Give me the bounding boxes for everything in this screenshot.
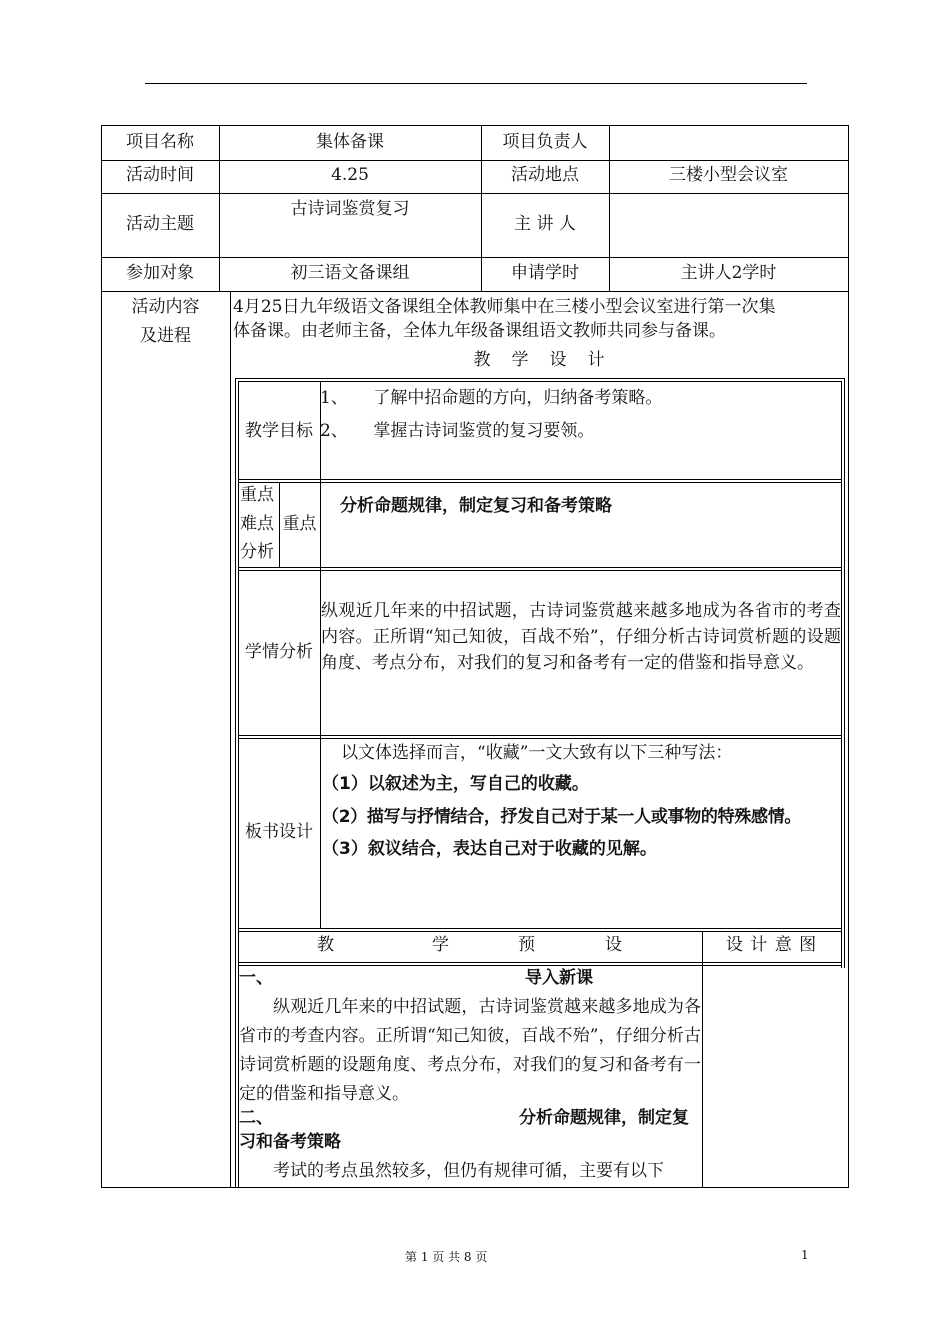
content-intro-line2: 体备课。由老师主备，全体九年级备课组语文教师共同参与备课。 — [233, 321, 726, 341]
board-label: 板书设计 — [245, 822, 313, 842]
value-activity-time: 4.25 — [331, 165, 369, 185]
intent-header: 设 计 意 图 — [725, 935, 818, 955]
preset-header-2: 学 — [432, 935, 449, 955]
key-sub-label: 重点 — [282, 514, 317, 534]
label-speaker: 主 讲 人 — [514, 214, 576, 234]
board-item-1: （1）以叙述为主，写自己的收藏。 — [322, 774, 589, 794]
key-label-1: 重点 — [240, 485, 274, 505]
goal-2: 2、 掌握古诗词鉴赏的复习要领。 — [320, 421, 595, 441]
section1-title: 导入新课 — [525, 968, 593, 988]
section1-body: 纵观近几年来的中招试题，古诗词鉴赏越来越多地成为各省市的考查内容。正所谓“知己知彼，百战不殆”，仔细分析古诗词赏析题的设题角度、考点分布，对我们的复习和备考有一定的借鉴和指导意义。 — [239, 997, 701, 1104]
preset-header-4: 设 — [605, 935, 622, 955]
label-participants: 参加对象 — [126, 263, 194, 283]
label-activity-time: 活动时间 — [126, 165, 194, 185]
section2-title-a: 分析命题规律，制定复 — [519, 1108, 689, 1128]
board-intro: 以文体选择而言，“收藏”一文大致有以下三种写法： — [341, 743, 733, 763]
label-activity-place: 活动地点 — [511, 165, 579, 185]
value-activity-place: 三楼小型会议室 — [669, 165, 788, 185]
section2-body: 考试的考点虽然较多，但仍有规律可循，主要有以下 — [273, 1161, 664, 1181]
student-label: 学情分析 — [245, 642, 313, 662]
content-label-line1: 活动内容 — [131, 297, 200, 317]
page-number: 1 — [801, 1248, 809, 1262]
value-participants: 初三语文备课组 — [290, 263, 410, 283]
header-rule — [145, 83, 807, 84]
value-project-name: 集体备课 — [316, 132, 384, 152]
label-project-name: 项目名称 — [126, 132, 194, 152]
key-label-2: 难点 — [240, 514, 274, 534]
design-title: 教 学 设 计 — [473, 350, 607, 370]
key-label-3: 分析 — [240, 542, 274, 562]
label-credit-hours: 申请学时 — [511, 263, 579, 283]
section1-number: 一、 — [239, 968, 273, 988]
preset-header-3: 预 — [518, 935, 535, 955]
board-item-2: （2）描写与抒情结合，抒发自己对于某一人或事物的特殊感情。 — [322, 807, 802, 827]
value-activity-theme: 古诗词鉴赏复习 — [290, 199, 410, 219]
label-activity-theme: 活动主题 — [126, 214, 194, 234]
content-label-line2: 及进程 — [140, 326, 191, 346]
board-item-3: （3）叙议结合，表达自己对于收藏的见解。 — [322, 839, 657, 859]
goal-1: 1、 了解中招命题的方向，归纳备考策略。 — [320, 388, 663, 408]
content-intro-line1: 4月25日九年级语文备课组全体教师集中在三楼小型会议室进行第一次集 — [233, 297, 776, 317]
goals-label: 教学目标 — [245, 421, 313, 441]
preset-header-1: 教 — [317, 935, 334, 955]
page-count-footer: 第 1 页 共 8 页 — [405, 1250, 488, 1264]
value-credit-hours: 主讲人2学时 — [680, 263, 777, 283]
label-project-owner: 项目负责人 — [502, 132, 588, 152]
key-text: 分析命题规律，制定复习和备考策略 — [340, 496, 612, 516]
section2-title-b: 习和备考策略 — [239, 1132, 341, 1152]
section2-number: 二、 — [239, 1108, 273, 1128]
student-text: 纵观近几年来的中招试题，古诗词鉴赏越来越多地成为各省市的考查内容。正所谓“知己知彼，百战不殆”，仔细分析古诗词赏析题的设题角度、考点分布，对我们的复习和备考有一定的借鉴和指导意义。 — [321, 601, 841, 673]
